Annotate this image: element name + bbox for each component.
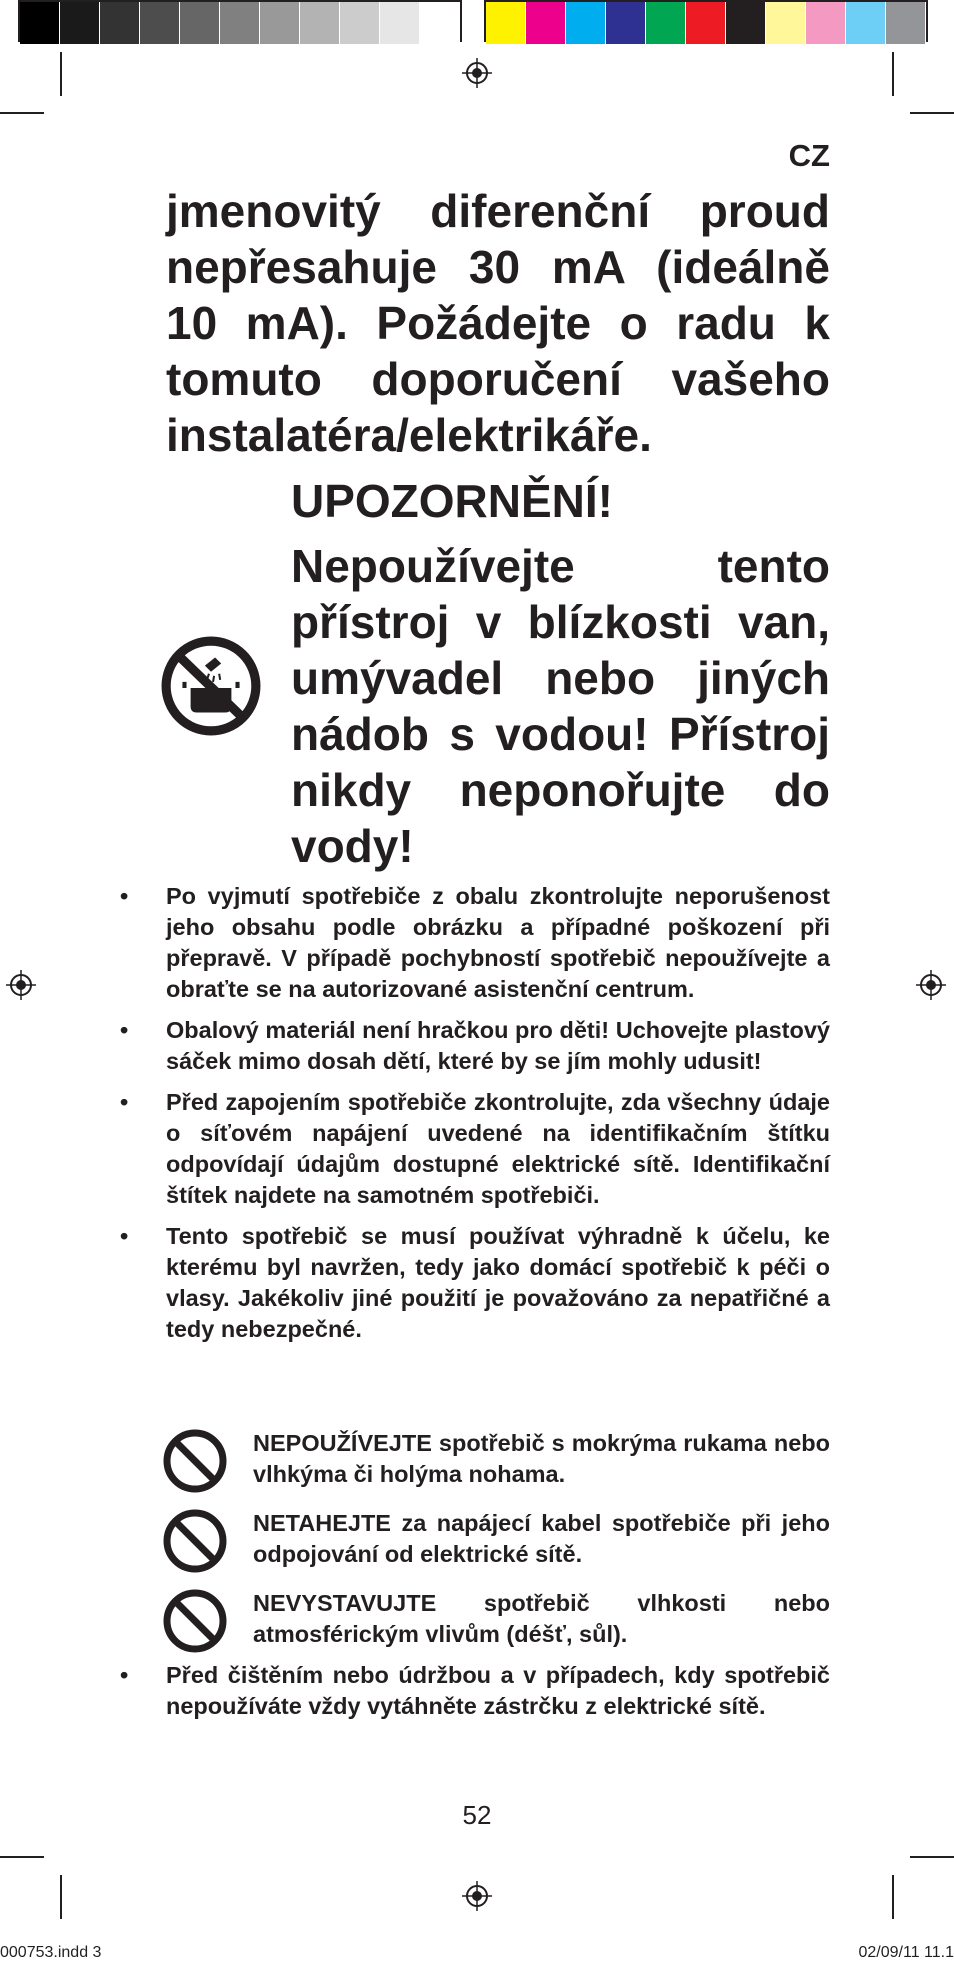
bullet-marker: •	[120, 1017, 129, 1043]
bullet-marker: •	[120, 1223, 129, 1249]
registration-mark-icon	[6, 970, 36, 1000]
crop-mark	[892, 1875, 894, 1919]
color-swatch	[886, 2, 926, 44]
prohibition-text-cable: NETAHEJTE za napájecí kabel spotřebiče při jeho odpojování od elektrické sítě.	[253, 1510, 830, 1567]
bullet-marker: •	[120, 1089, 129, 1115]
bullet-marker: •	[120, 883, 129, 909]
bullet-text: Po vyjmutí spotřebiče z obalu zkontrolujte neporušenost jeho obsahu podle obrázku a případné poškození při přepravě. V případě pochybností spotřebič nepoužívejte a obraťte se na autorizované asistenční centrum.	[166, 883, 830, 1002]
grayscale-color-bar	[18, 0, 462, 42]
prohibition-icon	[162, 1428, 228, 1494]
color-swatch	[180, 2, 220, 44]
bullet-text: Obalový materiál není hračkou pro děti! Uchovejte plastový sáček mimo dosah dětí, které by se jím mohly udusit!	[166, 1017, 830, 1074]
process-color-bar	[484, 0, 928, 42]
list-item	[120, 881, 830, 1005]
crop-mark	[892, 52, 894, 96]
bullet-marker: •	[120, 1662, 129, 1688]
no-bath-water-icon	[160, 635, 262, 737]
color-swatch	[340, 2, 380, 44]
color-swatch	[606, 2, 646, 44]
date-slug: 02/09/11 11.1	[858, 1944, 954, 1961]
list-item	[120, 1660, 830, 1722]
bullet-text: Tento spotřebič se musí používat výhradně k účelu, ke kterému byl navržen, tedy jako domácí spotřebič k péči o vlasy. Jakékoliv jiné použití je považováno za nepatřičné a tedy nebezpečné.	[166, 1223, 830, 1342]
list-item	[120, 1015, 830, 1077]
crop-mark	[910, 112, 954, 114]
color-swatch	[220, 2, 260, 44]
color-swatch	[686, 2, 726, 44]
color-swatch	[726, 2, 766, 44]
language-code: CZ	[788, 138, 830, 173]
bullet-text: Před zapojením spotřebiče zkontrolujte, zda všechny údaje o síťovém napájení uvedené na identifikačním štítku odpovídají údajům dostupné elektrické sítě. Identifikační štítek najdete na samotném spotřebiči.	[166, 1089, 830, 1208]
color-swatch	[300, 2, 340, 44]
warning-title: UPOZORNĚNÍ!	[291, 475, 613, 527]
prohibition-icon	[162, 1508, 228, 1574]
crop-mark	[0, 1856, 44, 1858]
crop-mark	[60, 52, 62, 96]
color-swatch	[486, 2, 526, 44]
color-swatch	[646, 2, 686, 44]
color-swatch	[766, 2, 806, 44]
crop-mark	[0, 112, 44, 114]
prohibition-text-weather: NEVYSTAVUJTE spotřebič vlhkosti nebo atmosférickým vlivům (déšť, sůl).	[253, 1590, 830, 1647]
color-swatch	[380, 2, 420, 44]
color-swatch	[20, 2, 60, 44]
color-swatch	[566, 2, 606, 44]
color-swatch	[260, 2, 300, 44]
registration-mark-icon	[462, 58, 492, 88]
bullet-list-final	[120, 1660, 830, 1732]
bullet-list	[120, 881, 830, 1355]
file-slug: 000753.indd 3	[0, 1944, 102, 1961]
crop-mark	[60, 1875, 62, 1919]
color-swatch	[806, 2, 846, 44]
color-swatch	[526, 2, 566, 44]
color-swatch	[846, 2, 886, 44]
color-swatch	[420, 2, 460, 44]
warning-text: Nepoužívejte tento přístroj v blízkosti van, umývadel nebo jiných nádob s vodou! Přístroj nikdy neponořujte do vody!	[291, 540, 830, 872]
color-swatch	[60, 2, 100, 44]
prohibition-icon	[162, 1588, 228, 1654]
intro-paragraph: jmenovitý diferenční proud nepřesahuje 30 mA (ideálně 10 mA). Požádejte o radu k tomuto doporučení vašeho instalatéra/elektrikáře.	[166, 185, 830, 461]
list-item	[120, 1087, 830, 1211]
list-item	[120, 1221, 830, 1345]
registration-mark-icon	[916, 970, 946, 1000]
crop-mark	[910, 1856, 954, 1858]
registration-mark-icon	[462, 1881, 492, 1911]
color-swatch	[100, 2, 140, 44]
color-swatch	[140, 2, 180, 44]
page-number: 52	[462, 1800, 492, 1830]
bullet-text: Před čištěním nebo údržbou a v případech, kdy spotřebič nepoužíváte vždy vytáhněte zástrčku z elektrické sítě.	[166, 1662, 830, 1719]
prohibition-text-wet-hands: NEPOUŽÍVEJTE spotřebič s mokrýma rukama nebo vlhkýma či holýma nohama.	[253, 1430, 830, 1487]
